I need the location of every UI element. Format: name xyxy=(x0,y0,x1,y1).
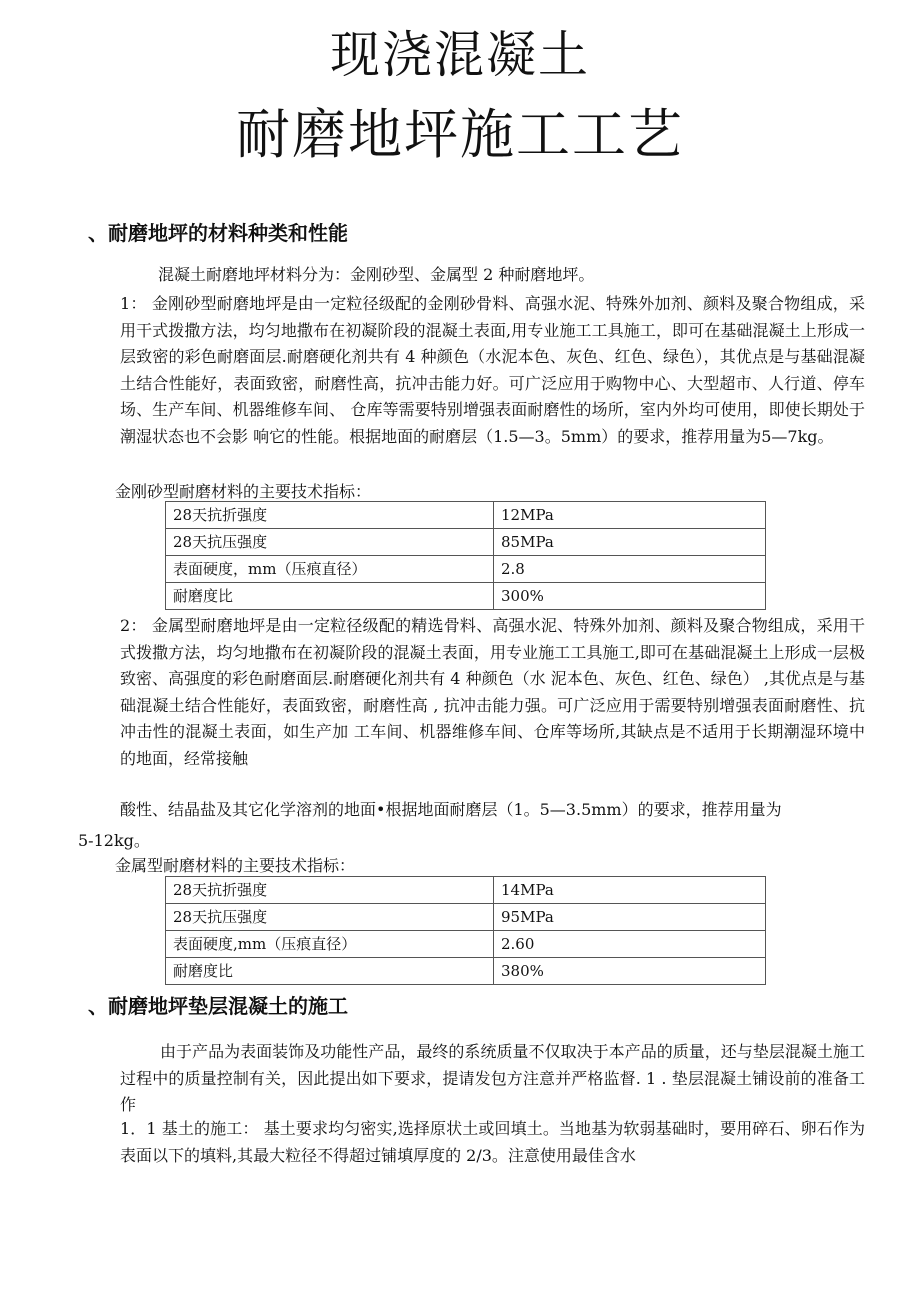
paragraph-metal-type: 2： 金属型耐磨地坪是由一定粒径级配的精选骨料、高强水泥、特殊外加剂、颜料及聚合物组成，采用干式拨撒方法，均匀地撒布在初凝阶段的混凝土表面，用专业施工工具施工,即可在基础混凝土上形成一层极致密、高强度的彩色耐磨面层.耐磨硬化剂共有 4 种颜色（水 泥本色、灰色、红色、绿色） ,其优点是与基础混凝土结合性能好，表面致密，耐磨性高 , 抗冲击能力强。可广泛应用于需要特别增强表面耐磨性、抗冲击性的混凝土表面，如生产加 工车间、机器维修车间、仓库等场所,其缺点是不适用于长期潮湿环境中的地面，经常接触 xyxy=(120,616,865,768)
materials-intro: 混凝土耐磨地坪材料分为：金刚砂型、金属型 2 种耐磨地坪。 xyxy=(158,265,595,284)
paragraph-subgrade-construction: 1．1 基土的施工： 基土要求均匀密实,选择原状土或回填土。当地基为软弱基础时，要用碎石、卵石作为 表面以下的填料,其最大粒径不得超过铺填厚度的 2/3。注意使用最佳含水 xyxy=(120,1119,865,1165)
spec-name: 耐磨度比 xyxy=(166,583,494,610)
document-title-line2: 耐磨地坪施工工艺 xyxy=(236,103,684,166)
table-row xyxy=(166,583,766,610)
spec-name: 表面硬度,mm（压痕直径） xyxy=(166,931,494,958)
spec-value: 300% xyxy=(494,583,766,610)
table-row xyxy=(166,958,766,985)
paragraph-metal-type-continued: 酸性、结晶盐及其它化学溶剂的地面•根据地面耐磨层（1。5—3.5mm）的要求，推荐用量为 xyxy=(120,800,782,819)
spec-value: 95MPa xyxy=(494,904,766,931)
table-row xyxy=(166,904,766,931)
table-row xyxy=(166,502,766,529)
metal-spec-table xyxy=(165,876,766,985)
spec-name: 耐磨度比 xyxy=(166,958,494,985)
document-title-line1: 现浇混凝土 xyxy=(330,26,590,84)
table-row xyxy=(166,877,766,904)
paragraph-corundum-type: 1： 金刚砂型耐磨地坪是由一定粒径级配的金刚砂骨料、高强水泥、特殊外加剂、颜料及聚合物组成，采用干式拨撒方法，均匀地撒布在初凝阶段的混凝土表面,用专业施工工具施工，即可在基础混凝土上形成一层致密的彩色耐磨面层.耐磨硬化剂共有 4 种颜色（水泥本色、灰色、红色、绿色），其优点是与基础混凝土结合性能好，表面致密，耐磨性高，抗冲击能力好。可广泛应用于购物中心、大型超市、人行道、停车场、生产车间、机器维修车间、 仓库等需要特别增强表面耐磨性的场所，室内外均可使用，即使长期处于潮湿状态也不会影 响它的性能。根据地面的耐磨层（1.5—3。5mm）的要求，推荐用量为5—7kg。 xyxy=(120,294,865,446)
spec-value: 2.8 xyxy=(494,556,766,583)
table-row xyxy=(166,931,766,958)
spec-value: 14MPa xyxy=(494,877,766,904)
spec-name: 28天抗折强度 xyxy=(166,502,494,529)
spec-name: 28天抗压强度 xyxy=(166,904,494,931)
section-heading-cushion-concrete: 、耐磨地坪垫层混凝土的施工 xyxy=(88,994,348,1018)
spec-name: 28天抗折强度 xyxy=(166,877,494,904)
spec-value: 2.60 xyxy=(494,931,766,958)
spec-value: 85MPa xyxy=(494,529,766,556)
spec-value: 380% xyxy=(494,958,766,985)
spec-value: 12MPa xyxy=(494,502,766,529)
table2-caption: 金属型耐磨材料的主要技术指标： xyxy=(115,856,356,875)
spec-name: 28天抗压强度 xyxy=(166,529,494,556)
table1-caption: 金刚砂型耐磨材料的主要技术指标： xyxy=(115,482,372,501)
section-heading-materials: 、耐磨地坪的材料种类和性能 xyxy=(88,221,348,245)
paragraph-metal-type-dosage: 5-12kg。 xyxy=(78,831,150,850)
paragraph-quality-requirements: 由于产品为表面装饰及功能性产品，最终的系统质量不仅取决于本产品的质量，还与垫层混凝土施工过程中的质量控制有关，因此提出如下要求，提请发包方注意并严格监督. 1 . 垫层混凝土铺设前的准备工作 xyxy=(120,1042,865,1114)
table-row xyxy=(166,556,766,583)
corundum-spec-table xyxy=(165,501,766,610)
spec-name: 表面硬度，mm（压痕直径） xyxy=(166,556,494,583)
table-row xyxy=(166,529,766,556)
